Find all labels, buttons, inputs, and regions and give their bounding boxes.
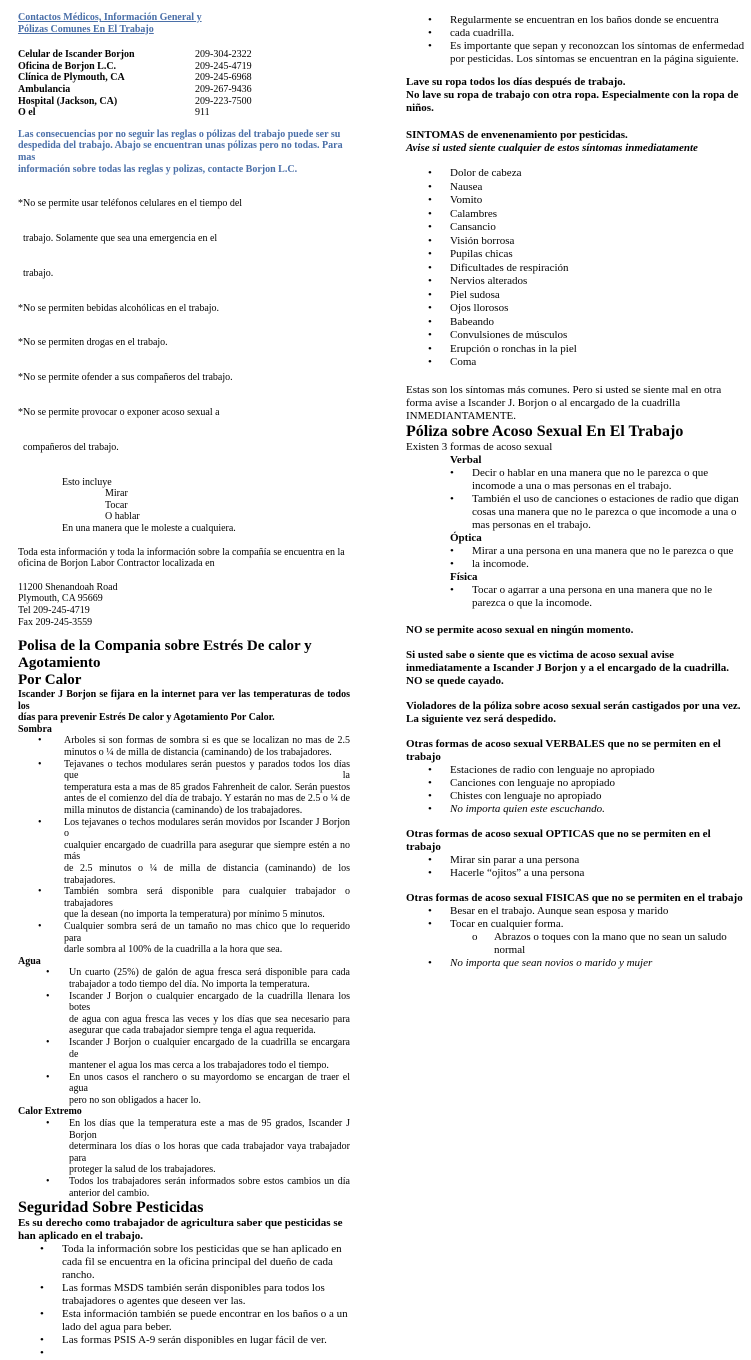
list-item-text: Es importante que sepan y reconozcan los síntomas de enfermedad — [450, 40, 745, 52]
bullet-icon: • — [428, 14, 432, 26]
physical-forms-title: Otras formas de acoso sexual FISICAS que no se permiten en el trabajo — [406, 891, 743, 904]
list-item — [18, 1072, 350, 1107]
bullet-icon: • — [428, 789, 432, 802]
list-item-text: En unos casos el ranchero o su mayordomo se encargan de traer el agua — [69, 1071, 350, 1095]
list-item-text: Toda la información sobre los pesticidas que se han aplicado en — [62, 1243, 342, 1256]
bullet-icon: • — [428, 27, 432, 39]
bullet-icon: • — [428, 853, 432, 866]
list-item — [406, 40, 746, 66]
list-item-text: de 2.5 minutos o ¼ de milla de distancia (caminando) de los trabajadores. — [64, 863, 350, 886]
bullet-icon: • — [428, 248, 432, 260]
list-item — [406, 905, 746, 918]
bullet-icon: • — [40, 1282, 44, 1295]
list-item-text: Mirar a una persona en una manera que no le parezca o que — [472, 544, 734, 557]
list-item-text: Convulsiones de músculos — [450, 329, 568, 341]
list-item-text: Arboles si son formas de sombra si es que se localizan no mas de 2.5 — [64, 735, 350, 747]
list-item — [18, 1243, 350, 1282]
list-item — [18, 1118, 350, 1176]
bullet-icon: • — [428, 207, 432, 220]
list-item — [18, 1176, 350, 1199]
list-item — [406, 803, 746, 816]
list-item-text: Vomito — [450, 194, 483, 206]
list-item-text: Cansancio — [450, 221, 496, 233]
contact-row: Clínica de Plymouth, CA 209-245-6968 — [18, 72, 252, 84]
bullet-icon: • — [428, 302, 432, 314]
list-item-text: También sombra será disponible para cualquier trabajador o trabajadores — [64, 886, 350, 909]
contact-row: Celular de Iscander Borjon 209-304-2322 — [18, 49, 252, 61]
bullet-icon: • — [46, 967, 50, 979]
list-item-text: parezca o que la incomode. — [472, 596, 593, 609]
list-item — [406, 275, 746, 289]
bullet-icon: • — [428, 275, 432, 287]
bullet-icon: • — [38, 920, 42, 932]
list-item-text: la incomode. — [472, 557, 529, 570]
list-item-text: proteger la salud de los trabajadores. — [69, 1164, 216, 1176]
list-item — [18, 991, 350, 1037]
list-item-text: de agua con agua fresca las veces y los días que sea necesario para — [69, 1013, 350, 1025]
list-item-text: trabajador a todo tiempo del día. No importa la temperatura. — [69, 978, 310, 990]
list-item-text: Dificultades de respiración — [450, 261, 569, 274]
list-item-text: También el uso de canciones o estaciones de radio que digan — [472, 492, 739, 505]
bullet-icon: • — [38, 758, 42, 770]
harassment-intro: Existen 3 formas de acoso sexual — [406, 440, 553, 453]
bullet-icon: o — [472, 930, 478, 943]
list-item — [406, 467, 746, 493]
list-item-text: Mirar sin parar a una persona — [450, 853, 580, 866]
rules-list: *No se permite usar teléfonos celulares en el tiempo del trabajo. Solamente que sea una emergencia en el trabajo. *No se permiten bebidas alcohólicas en el trabajo. *No se permiten drogas en el trabajo. *No se permite ofender a sus compañeros del trabajo. *No se permite provocar o exponer acoso sexual a compañeros del trabajo. — [18, 198, 243, 453]
violators-notice: Violadores de la póliza sobre acoso sexual serán castigados por una vez. La siguiente vez será despedido. — [406, 699, 741, 725]
list-item-text: Tocar o agarrar a una persona en una manera que no le — [472, 583, 713, 596]
list-item — [406, 208, 746, 222]
list-item — [406, 235, 746, 249]
list-item-text: Pupilas chicas — [450, 248, 513, 260]
left-column — [18, 0, 350, 1360]
bullet-icon: • — [46, 1036, 50, 1048]
bullet-icon: • — [428, 956, 432, 969]
bullet-icon: • — [428, 180, 432, 193]
list-item — [406, 558, 746, 571]
list-item-text: Ojos llorosos — [450, 302, 509, 314]
list-item-text: Nervios alterados — [450, 275, 528, 287]
list-item — [406, 289, 746, 303]
contact-row: Ambulancia 209-267-9436 — [18, 83, 252, 95]
list-item-text: Las formas PSIS A-9 serán disponibles en lugar fácil de ver. — [62, 1334, 327, 1347]
list-item-text: Babeando — [450, 315, 494, 328]
list-item-text: pero no son obligados a hacer lo. — [69, 1094, 201, 1106]
list-item-text: No importa que sean novios o marido y mujer — [450, 956, 653, 969]
bullet-icon: • — [428, 194, 432, 206]
agua-list — [18, 967, 350, 1106]
list-item-text: Estaciones de radio con lenguaje no apropiado — [450, 763, 655, 776]
bullet-icon: • — [40, 1308, 44, 1321]
list-item — [18, 817, 350, 887]
contact-row: Oficina de Borjon L.C. 209-245-4719 — [18, 60, 252, 72]
list-item-text: Calambres — [450, 207, 498, 220]
pesticide-intro: Es su derecho como trabajador de agricultura saber que pesticidas se han aplicado en el trabajo. — [18, 1217, 343, 1243]
heat-policy-title: Polisa de la Compania sobre Estrés De calor y Agotamiento Por Calor — [18, 638, 312, 689]
list-item-text: anterior del cambio. — [69, 1187, 150, 1199]
list-item-text: Los tejavanes o techos modulares serán movidos por Iscander J Borjon o — [64, 816, 350, 840]
list-item — [18, 886, 350, 921]
calor-list — [18, 1118, 350, 1199]
list-item-text: cada fil se encuentra en la oficina principal del dueño de cada — [62, 1256, 333, 1269]
list-item — [406, 957, 746, 970]
list-item-text: Cualquier sombra será de un tamaño no mas chico que lo requerido para — [64, 920, 350, 944]
list-item — [406, 221, 746, 235]
bullet-icon: • — [428, 315, 432, 328]
fisica-heading: Física — [450, 570, 478, 583]
bullet-icon: • — [428, 329, 432, 341]
contacts-table — [18, 49, 350, 119]
list-item — [18, 921, 350, 956]
list-item-text: Abrazos o toques con la mano que no sean un saludo — [494, 930, 727, 943]
optica-list — [406, 545, 746, 571]
office-address: 11200 Shenandoah Road Plymouth, CA 95669 Tel 209-245-4719 Fax 209-245-3559 — [18, 581, 118, 628]
list-item — [18, 1347, 350, 1360]
verbal-list — [406, 467, 746, 532]
list-item — [18, 735, 350, 758]
bullet-icon: • — [428, 917, 432, 930]
list-item-text: asegurar que cada trabajador siempre tenga el agua requerida. — [69, 1025, 316, 1037]
list-item-text: cada cuadrilla. — [450, 27, 515, 39]
bullet-icon: • — [428, 234, 432, 247]
list-item — [406, 854, 746, 867]
list-item-text: Todos los trabajadores serán informados sobre estos cambios un día — [69, 1176, 350, 1188]
list-item — [406, 790, 746, 803]
list-item-text: minutos o ¼ de milla de distancia (caminando) de los trabajadores. — [64, 747, 332, 759]
list-item-text: Tocar en cualquier forma. — [450, 917, 564, 930]
list-item — [406, 14, 746, 27]
fisica-list — [406, 584, 746, 610]
list-item-text: Un cuarto (25%) de galón de agua fresca será disponible para cada — [69, 967, 350, 979]
list-item — [406, 584, 746, 610]
verbal-heading: Verbal — [450, 453, 482, 466]
list-item-text: Regularmente se encuentran en los baños donde se encuentra — [450, 14, 719, 26]
list-item-text: que la desean (no importa la temperatura) por mínimo 5 minutos. — [64, 909, 325, 921]
warning-paragraph: Las consecuencias por no seguir las reglas o pólizas del trabajo puede ser su despedida del trabajo. Abajo se encuentran unas pólizas pero no todas. Para mas información sobre todas las reglas y polizas, contacte Borjon L.C. — [18, 128, 343, 175]
optica-heading: Óptica — [450, 531, 482, 544]
list-item-text: Iscander J Borjon o cualquier encargado de la cuadrilla llenara los botes — [69, 990, 350, 1014]
list-item — [406, 545, 746, 558]
list-item — [406, 181, 746, 195]
bullet-icon: • — [428, 40, 432, 52]
bullet-icon: • — [46, 1176, 50, 1188]
list-item — [406, 248, 746, 262]
list-item-text: Coma — [450, 356, 477, 368]
bullet-icon: • — [46, 1071, 50, 1083]
bullet-icon: • — [428, 866, 432, 879]
bullet-icon: • — [38, 735, 42, 747]
page-title: Contactos Médicos, Información General y Pólizas Comunes En El Trabajo — [18, 12, 202, 35]
list-item-text: No importa quien este escuchando. — [450, 802, 605, 815]
bullet-icon: • — [450, 544, 454, 557]
list-item — [18, 1308, 350, 1334]
list-item — [406, 316, 746, 330]
bullet-icon: • — [428, 802, 432, 815]
list-item — [406, 356, 746, 370]
bullet-icon: • — [40, 1347, 44, 1360]
calor-heading: Calor Extremo — [18, 1106, 82, 1118]
list-item — [406, 27, 746, 40]
list-item — [18, 1334, 350, 1347]
list-item — [406, 329, 746, 343]
bullet-icon: • — [38, 816, 42, 828]
list-item-text: Erupción o ronchas in la piel — [450, 342, 577, 355]
heat-intro: Iscander J Borjon se fijara en la internet para ver las temperaturas de todos los días para prevenir Estrés De calor y Agotamiento Por Calor. — [18, 689, 350, 724]
list-item-text: Besar en el trabajo. Aunque sean esposa y marido — [450, 904, 669, 917]
symptoms-note: Estas son los síntomas más comunes. Pero si usted se siente mal en otra forma avise a Iscander J. Borjon o al encargado de la cuadrilla INMEDIANTAMENTE. — [406, 383, 722, 422]
bullet-icon: • — [40, 1243, 44, 1256]
list-item-text: por pesticidas. Los síntomas se encuentran en la página siguiente. — [450, 53, 739, 65]
list-item-text — [62, 1347, 350, 1360]
list-item-text: temperatura esta a mas de 85 grados Fahrenheit de calor. Serán puestos — [64, 781, 350, 793]
sombra-heading: Sombra — [18, 723, 52, 735]
contact-row: Hospital (Jackson, CA) 209-223-7500 — [18, 95, 252, 107]
bullet-icon: • — [428, 904, 432, 917]
list-item — [406, 343, 746, 357]
list-item-text: cosas una manera que no le parezca o que incomode a una o — [472, 505, 737, 518]
list-item — [18, 967, 350, 990]
bullet-icon: • — [450, 583, 454, 596]
list-item-text: Tejavanes o techos modulares serán puestos y parados todos los días que la — [64, 758, 350, 782]
list-item — [406, 194, 746, 208]
info-paragraph: Toda esta información y toda la información sobre la compañía se encuentra en la oficina de Borjon Labor Contractor localizada en — [18, 546, 345, 570]
bullet-icon: • — [40, 1334, 44, 1347]
victim-notice: Si usted sabe o siente que es victima de acoso sexual avise inmediatamente a Iscander J Borjon y a el encargado de la cuadrilla. NO se quede cayado. — [406, 648, 730, 687]
harassment-title: Póliza sobre Acoso Sexual En El Trabajo — [406, 422, 684, 440]
bullet-icon: • — [428, 167, 432, 179]
bullet-icon: • — [428, 288, 432, 301]
list-item-text: antes de el comienzo del día de trabajo. Y estarán no mas de 2.5 o ¼ de — [64, 793, 350, 805]
bullet-icon: • — [428, 221, 432, 233]
optical-forms-title: Otras formas de acoso sexual OPTICAS que no se permiten en el trabajo — [406, 827, 711, 853]
pesticide-list-cont — [406, 14, 746, 66]
list-item-text: milla minutos de distancia (caminando) de los trabajadores. — [64, 805, 303, 817]
list-item — [18, 759, 350, 817]
list-item-text: Decir o hablar en una manera que no le parezca o que — [472, 466, 709, 479]
bullet-icon: • — [428, 261, 432, 274]
list-item-text: rancho. — [62, 1269, 95, 1282]
physical-forms-list — [406, 905, 746, 970]
bullet-icon: • — [428, 356, 432, 368]
bullet-icon: • — [428, 342, 432, 355]
list-item-text: En los días que la temperatura este a mas de 95 grados, Iscander J Borjon — [69, 1118, 350, 1141]
no-harassment-notice: NO se permite acoso sexual en ningún momento. — [406, 623, 634, 636]
bullet-icon: • — [46, 1118, 50, 1130]
bullet-icon: • — [450, 557, 454, 570]
wash-notice: Lave su ropa todos los días después de trabajo. No lave su ropa de trabajo con otra ropa. Especialmente con la ropa de niños. — [406, 76, 739, 114]
list-item-text: Las formas MSDS también serán disponibles para todos los — [62, 1282, 325, 1295]
bullet-icon: • — [38, 886, 42, 898]
list-item-text: lado del agua para beber. — [62, 1321, 172, 1334]
includes-block: Esto incluye Mirar Tocar O hablar En una manera que le moleste a cualquiera. — [62, 476, 236, 534]
list-item — [406, 918, 746, 931]
symptoms-header: SINTOMAS de envenenamiento por pesticidas. Avise si usted siente cualquier de estos síntomas inmediatamente — [406, 129, 698, 154]
list-item-text: mas personas en el trabajo. — [472, 518, 591, 531]
pesticide-title: Seguridad Sobre Pesticidas — [18, 1199, 204, 1217]
list-item — [406, 777, 746, 790]
optical-forms-list — [406, 854, 746, 880]
list-item-text: darle sombra al 100% de la cuadrilla a la hora que sea. — [64, 944, 283, 956]
list-item-text: incomode a una o mas personas en el trabajo. — [472, 479, 672, 492]
list-item-text: determinara los días o los horas que cada trabajador vaya trabajador para — [69, 1141, 350, 1164]
list-item — [406, 167, 746, 181]
list-item — [406, 764, 746, 777]
list-item-text: Hacerle “ojitos” a una persona — [450, 866, 585, 879]
list-item-text: trabajadores o agentes que deseen ver las. — [62, 1295, 246, 1308]
pesticide-list — [18, 1243, 350, 1360]
right-column — [406, 0, 746, 970]
list-item-text: Nausea — [450, 180, 483, 193]
contact-row: O el 911 — [18, 107, 210, 119]
bullet-icon: • — [428, 763, 432, 776]
bullet-icon: • — [46, 990, 50, 1002]
agua-heading: Agua — [18, 955, 41, 967]
list-item-text: Iscander J Borjon o cualquier encargado de la cuadrilla se encargara de — [69, 1036, 350, 1060]
bullet-icon: • — [450, 466, 454, 479]
bullet-icon: • — [450, 492, 454, 505]
list-item-text: Piel sudosa — [450, 288, 500, 301]
list-item-text: mantener el agua los mas cerca a los trabajadores todo el tiempo. — [69, 1060, 329, 1072]
list-item-text: Canciones con lenguaje no apropiado — [450, 776, 615, 789]
sombra-list — [18, 735, 350, 955]
verbal-forms-title: Otras formas de acoso sexual VERBALES que no se permiten en el trabajo — [406, 737, 721, 763]
list-item — [406, 302, 746, 316]
list-item-text: cualquier encargado de cuadrilla para asegurar que siempre estén a no más — [64, 839, 350, 863]
list-item-text: Chistes con lenguaje no apropiado — [450, 789, 602, 802]
list-item-text: Dolor de cabeza — [450, 167, 522, 179]
list-item — [18, 1282, 350, 1308]
verbal-forms-list — [406, 764, 746, 816]
list-item — [18, 1037, 350, 1072]
list-item — [406, 931, 746, 957]
list-item — [406, 493, 746, 532]
list-item-text: Visión borrosa — [450, 234, 515, 247]
bullet-icon: • — [428, 776, 432, 789]
list-item-text: Esta información también se puede encontrar en los baños o a un — [62, 1308, 348, 1321]
list-item — [406, 262, 746, 276]
symptoms-list — [406, 167, 746, 370]
list-item-text: normal — [494, 943, 526, 956]
list-item — [406, 867, 746, 880]
